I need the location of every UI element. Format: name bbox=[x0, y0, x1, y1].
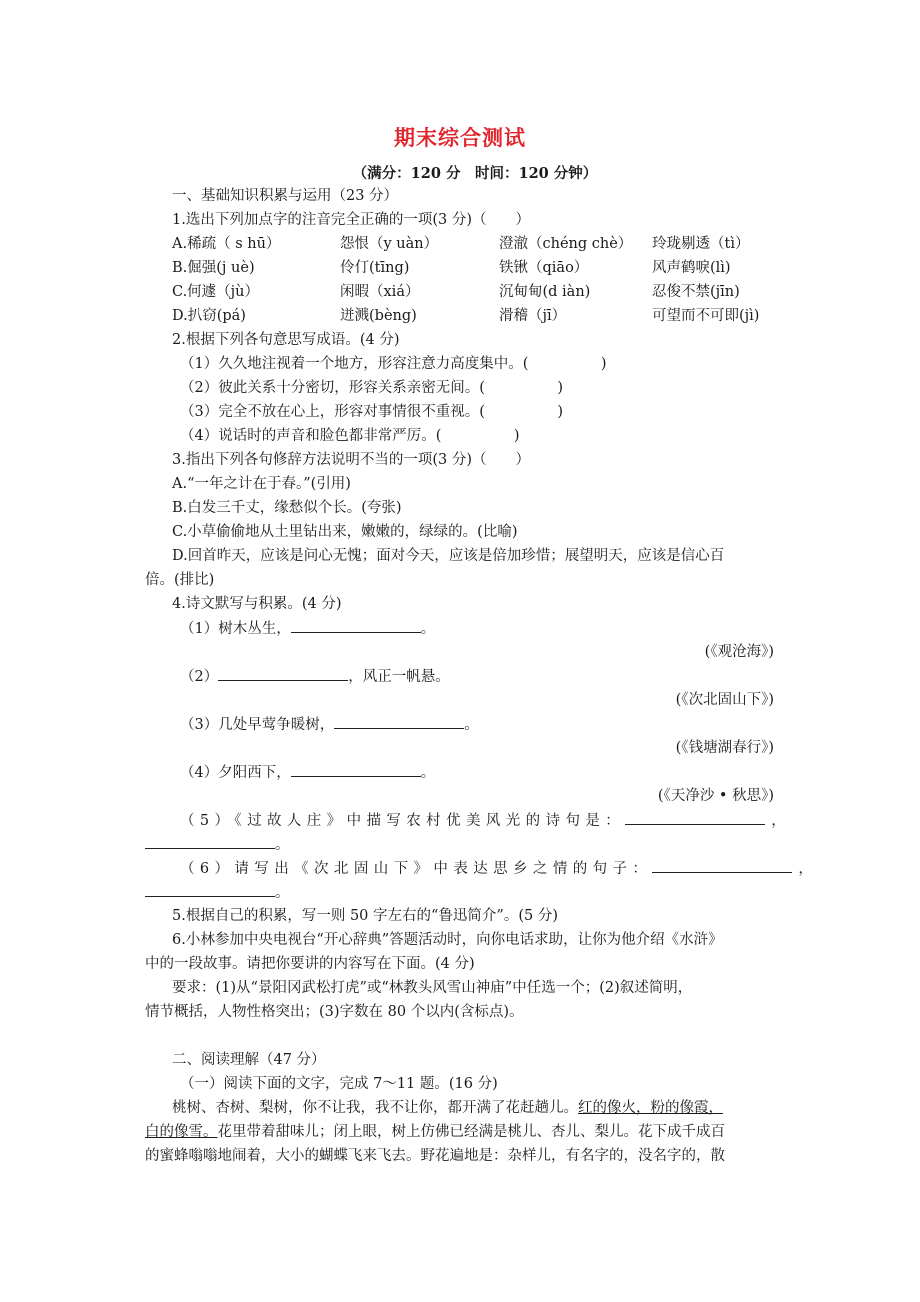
q6-line3: 要求：(1)从“景阳冈武松打虎”或“林教头风雪山神庙”中任选一个；(2)叙述简明， bbox=[172, 980, 693, 996]
reading-1-intro: （一）阅读下面的文字，完成 7～11 题。(16 分) bbox=[180, 1076, 498, 1092]
q1-option-d1: D.扒窃(pá) bbox=[172, 308, 246, 324]
answer-blank[interactable] bbox=[291, 762, 421, 777]
q4-item-2-text: （2） bbox=[180, 669, 219, 685]
q1-option-d3: 滑稽（jī） bbox=[499, 308, 567, 324]
q1-option-c4: 忍俊不禁(jīn) bbox=[652, 284, 740, 300]
q4-source-2: (《次北固山下》) bbox=[675, 692, 774, 708]
q4-item-6-end: ， bbox=[798, 861, 813, 877]
passage-line-1 bbox=[172, 1098, 723, 1118]
q4-item-5-tail: 。 bbox=[275, 837, 290, 853]
q4-source-4: (《天净沙 • 秋思》) bbox=[657, 788, 774, 804]
answer-blank[interactable] bbox=[652, 858, 792, 873]
q6-line2: 中的一段故事。请把你要讲的内容写在下面。(4 分) bbox=[145, 956, 475, 972]
passage-text: 桃树、杏树、梨树，你不让我，我不让你，都开满了花赶趟儿。 bbox=[172, 1100, 578, 1116]
q4-item-6 bbox=[180, 858, 813, 879]
q3-option-a: A.“一年之计在于春。”(引用) bbox=[172, 476, 351, 492]
q4-item-4-text: （4）夕阳西下， bbox=[180, 765, 291, 781]
q1-option-row-d bbox=[172, 306, 792, 326]
section2-heading: 二、阅读理解（47 分） bbox=[172, 1052, 326, 1068]
q4-source-3: (《钱塘湖春行》) bbox=[675, 740, 774, 756]
q4-item-1-text: （1）树木丛生， bbox=[180, 621, 291, 637]
q4-item-1-end: 。 bbox=[420, 621, 436, 637]
q4-stem: 4.诗文默写与积累。(4 分) bbox=[172, 596, 342, 612]
q4-item-3-end: 。 bbox=[464, 717, 479, 733]
q4-item-4 bbox=[180, 762, 435, 783]
answer-blank[interactable] bbox=[291, 618, 421, 633]
q6-line4: 情节概括，人物性格突出；(3)字数在 80 个以内(含标点)。 bbox=[145, 1004, 524, 1020]
q1-option-b4: 风声鹤唳(lì) bbox=[652, 260, 731, 276]
q4-item-3 bbox=[180, 714, 479, 735]
q2-stem: 2.根据下列各句意思写成语。(4 分) bbox=[172, 332, 400, 348]
passage-line-2 bbox=[145, 1122, 725, 1142]
q1-option-a1: A.稀疏（ s hū） bbox=[172, 236, 281, 252]
q1-option-c1: C.何遽（jù） bbox=[172, 284, 260, 300]
q2-item-2: （2）彼此关系十分密切，形容关系亲密无间。( ) bbox=[180, 380, 564, 396]
q1-option-a3: 澄澈（chéng chè） bbox=[499, 236, 633, 252]
q4-item-6-cont bbox=[145, 882, 290, 903]
q1-option-b2: 伶仃(tīng) bbox=[340, 260, 410, 276]
q4-item-2 bbox=[180, 666, 450, 687]
section1-heading: 一、基础知识积累与运用（23 分） bbox=[172, 188, 399, 204]
q6-line1: 6.小林参加中央电视台“开心辞典”答题活动时，向你电话求助，让你为他介绍《水浒》 bbox=[172, 932, 723, 948]
q3-option-b: B.白发三千丈，缘愁似个长。(夸张) bbox=[172, 500, 402, 516]
q1-option-a2: 怨恨（y uàn） bbox=[340, 236, 439, 252]
q2-item-4: （4）说话时的声音和脸色都非常严厉。( ) bbox=[180, 428, 520, 444]
q4-item-5-cont bbox=[145, 834, 290, 855]
q3-option-d-line1: D.回首昨天，应该是问心无愧；面对今天，应该是倍加珍惜；展望明天，应该是信心百 bbox=[172, 548, 725, 564]
q1-option-d4: 可望而不可即(jì) bbox=[652, 308, 760, 324]
passage-underlined: 红的像火，粉的像霞， bbox=[578, 1100, 723, 1116]
page-title: 期末综合测试 bbox=[394, 125, 526, 150]
q4-item-5-end: ， bbox=[771, 813, 786, 829]
q1-option-a4: 玲珑剔透（tì） bbox=[652, 236, 750, 252]
q3-option-d-line2: 倍。(排比) bbox=[145, 572, 215, 588]
q1-option-row-b bbox=[172, 258, 792, 278]
answer-blank[interactable] bbox=[218, 666, 348, 681]
q4-source-1: (《观沧海》) bbox=[704, 644, 774, 660]
q1-option-b3: 铁锹（qiāo） bbox=[499, 260, 589, 276]
passage-text: 花里带着甜味儿；闭上眼，树上仿佛已经满是桃儿、杏儿、梨儿。花下成千成百 bbox=[217, 1124, 725, 1140]
q4-item-5 bbox=[180, 810, 786, 831]
q2-item-1: （1）久久地注视着一个地方，形容注意力高度集中。( ) bbox=[180, 356, 607, 372]
q4-item-6-tail: 。 bbox=[275, 885, 290, 901]
q4-item-1 bbox=[180, 618, 435, 639]
q1-option-d2: 迸溅(bèng) bbox=[340, 308, 417, 324]
page-subtitle: （满分：120 分 时间：120 分钟） bbox=[352, 165, 598, 182]
q4-item-4-end: 。 bbox=[420, 765, 436, 781]
answer-blank[interactable] bbox=[145, 882, 275, 897]
q1-stem: 1.选出下列加点字的注音完全正确的一项(3 分)（ ） bbox=[172, 212, 530, 228]
q4-item-5-text: （5）《过故人庄》中描写农村优美风光的诗句是： bbox=[180, 813, 626, 829]
q3-option-c: C.小草偷偷地从土里钻出来，嫩嫩的，绿绿的。(比喻) bbox=[172, 524, 518, 540]
q5-text: 5.根据自己的积累，写一则 50 字左右的“鲁迅简介”。(5 分) bbox=[172, 908, 558, 924]
answer-blank[interactable] bbox=[334, 714, 464, 729]
passage-underlined: 白的像雪。 bbox=[145, 1124, 218, 1140]
q4-item-6-text: （6）请写出《次北固山下》中表达思乡之情的句子： bbox=[180, 861, 653, 877]
q2-item-3: （3）完全不放在心上，形容对事情很不重视。( ) bbox=[180, 404, 564, 420]
q1-option-row-a bbox=[172, 234, 792, 254]
answer-blank[interactable] bbox=[145, 834, 275, 849]
q3-stem: 3.指出下列各句修辞方法说明不当的一项(3 分)（ ） bbox=[172, 452, 530, 468]
q1-option-c2: 闲暇（xiá） bbox=[340, 284, 420, 300]
q4-item-3-text: （3）几处早莺争暖树， bbox=[180, 717, 335, 733]
q1-option-b1: B.倔强(j uè) bbox=[172, 260, 255, 276]
q4-item-2-end: ，风正一帆悬。 bbox=[348, 669, 450, 685]
q1-option-row-c bbox=[172, 282, 792, 302]
answer-blank[interactable] bbox=[625, 810, 765, 825]
passage-line-3: 的蜜蜂嗡嗡地闹着，大小的蝴蝶飞来飞去。野花遍地是：杂样儿，有名字的，没名字的，散 bbox=[145, 1148, 725, 1164]
q1-option-c3: 沉甸甸(d iàn) bbox=[499, 284, 591, 300]
